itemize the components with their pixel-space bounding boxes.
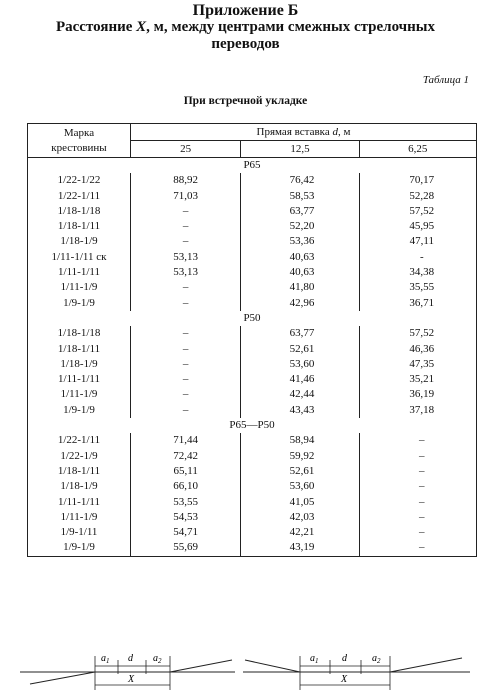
cell-value: 34,38 [359,265,476,280]
table-row [28,525,477,540]
cell-value: 53,55 [131,495,241,510]
cell-marka: 1/18-1/9 [28,234,131,249]
cell-value: 47,11 [359,234,476,249]
table-row [28,296,477,311]
cell-marka: 1/11-1/9 [28,280,131,295]
cell-value: 41,46 [241,372,359,387]
table-row [28,479,477,494]
cell-value: 53,60 [241,479,359,494]
cell-value: 35,55 [359,280,476,295]
cell-value: – [131,204,241,219]
header-insert-pre: Прямая вставка [256,126,333,138]
cell-value: 53,60 [241,357,359,372]
cell-value: 47,35 [359,357,476,372]
cell-value: 66,10 [131,479,241,494]
table-row [28,342,477,357]
cell-marka: 1/9-1/11 [28,525,131,540]
cell-value: – [131,296,241,311]
cell-value: 65,11 [131,464,241,479]
cell-marka: 1/9-1/9 [28,403,131,418]
subtitle-text-pre: Расстояние [55,19,137,35]
cell-value: – [359,510,476,525]
table-body [28,158,477,557]
label-a2: $a_2$ [372,653,381,665]
cell-value: 40,63 [241,250,359,265]
header-marka-line1: Марка [63,126,95,139]
cell-value: 54,53 [131,510,241,525]
appendix-title: Приложение Б [192,2,299,19]
section-row [28,418,477,433]
table-row [28,510,477,525]
cell-value: 42,96 [241,296,359,311]
table-row [28,540,477,556]
label-x: X [341,674,348,685]
cell-value: 53,13 [131,265,241,280]
cell-value: 40,63 [241,265,359,280]
cell-value: 45,95 [359,219,476,234]
cell-marka: 1/9-1/9 [28,540,131,556]
cell-marka: 1/18-1/18 [28,326,131,341]
label-d: d [342,653,347,664]
label-a2: $a_2$ [153,653,162,665]
table-row [28,189,477,204]
table-caption: При встречной укладке [183,95,308,107]
cell-marka: 1/22-1/11 [28,189,131,204]
cell-value: – [359,449,476,464]
cell-value: 36,71 [359,296,476,311]
cell-value: 59,92 [241,449,359,464]
cell-value: 55,69 [131,540,241,556]
cell-marka: 1/22-1/22 [28,173,131,188]
cell-value: – [359,479,476,494]
cell-marka: 1/18-1/9 [28,479,131,494]
cell-marka: 1/11-1/11 [28,372,131,387]
cell-value: 42,03 [241,510,359,525]
cell-value: 41,80 [241,280,359,295]
diverging-track-left [245,660,300,672]
layout-diagram [0,630,491,694]
header-insert-var: d [332,126,338,138]
subtitle-text-line2: переводов [211,36,280,52]
cell-value: 58,94 [241,433,359,448]
cell-value: 42,21 [241,525,359,540]
cell-value: 41,05 [241,495,359,510]
cell-value: 88,92 [131,173,241,188]
table-row [28,250,477,265]
cell-value: – [131,280,241,295]
cell-value: 71,44 [131,433,241,448]
cell-marka: 1/18-1/11 [28,464,131,479]
cell-value: 70,17 [359,173,476,188]
cell-value: 52,28 [359,189,476,204]
table-row [28,372,477,387]
cell-value: – [131,219,241,234]
cell-value: 53,13 [131,250,241,265]
cell-value: – [131,326,241,341]
section-row [28,158,477,174]
header-col-6-25: 6,25 [359,141,476,158]
table-row [28,387,477,402]
table-row [28,326,477,341]
cell-value: 46,36 [359,342,476,357]
cell-value: – [359,433,476,448]
cell-value: 53,36 [241,234,359,249]
table-row [28,280,477,295]
cell-value: - [359,250,476,265]
cell-value: 57,52 [359,326,476,341]
cell-value: – [131,357,241,372]
subtitle-text-line1: , м, между центрами смежных стрелочных [146,19,435,35]
table-row [28,265,477,280]
table-row [28,433,477,448]
cell-value: – [359,495,476,510]
section-heading: Р65—Р50 [28,418,477,433]
cell-value: 43,43 [241,403,359,418]
table-number-label: Таблица 1 [422,74,469,86]
cell-value: – [131,387,241,402]
cell-marka: 1/18-1/11 [28,342,131,357]
cell-value: 71,03 [131,189,241,204]
cell-value: 63,77 [241,204,359,219]
section-heading: Р65 [28,158,477,174]
cell-value: 37,18 [359,403,476,418]
section-heading: Р50 [28,311,477,326]
section-row [28,311,477,326]
cell-marka: 1/18-1/18 [28,204,131,219]
table-row [28,495,477,510]
header-insert-post: , м [337,126,351,138]
table-row [28,464,477,479]
cell-marka: 1/11-1/11 [28,265,131,280]
cell-value: – [359,525,476,540]
cell-value: 58,53 [241,189,359,204]
cell-marka: 1/22-1/11 [28,433,131,448]
header-insert [131,124,477,141]
table-row [28,173,477,188]
table-row [28,234,477,249]
cell-value: – [131,372,241,387]
cell-marka: 1/18-1/9 [28,357,131,372]
table-row [28,449,477,464]
diverging-track-left [30,672,95,684]
cell-value: 43,19 [241,540,359,556]
header-col-12-5: 12,5 [241,141,359,158]
table-row [28,219,477,234]
header-marka-line2: крестовины [51,141,107,154]
cell-value: 63,77 [241,326,359,341]
cell-marka: 1/11-1/11 ск [28,250,131,265]
cell-value: 76,42 [241,173,359,188]
table-header-row [28,124,477,141]
diagram-right [243,653,470,690]
cell-value: 54,71 [131,525,241,540]
cell-marka: 1/22-1/9 [28,449,131,464]
cell-value: 42,44 [241,387,359,402]
diverging-track-right [170,660,232,672]
cell-marka: 1/11-1/9 [28,387,131,402]
cell-value: 52,61 [241,464,359,479]
label-a1: $a_1$ [310,653,319,665]
cell-value: 72,42 [131,449,241,464]
cell-value: – [359,464,476,479]
cell-marka: 1/11-1/11 [28,495,131,510]
diagram-left [20,653,235,690]
cell-value: – [131,342,241,357]
cell-value: – [359,540,476,556]
table-row [28,204,477,219]
document-subtitle [0,19,491,53]
cell-marka: 1/18-1/11 [28,219,131,234]
cell-value: 36,19 [359,387,476,402]
label-d: d [128,653,133,664]
cell-value: 35,21 [359,372,476,387]
cell-value: 52,61 [241,342,359,357]
header-marka [28,124,131,158]
cell-value: 57,52 [359,204,476,219]
table-row [28,357,477,372]
header-col-25: 25 [131,141,241,158]
cell-marka: 1/9-1/9 [28,296,131,311]
subtitle-variable-x: X [136,19,147,35]
cell-value: – [131,403,241,418]
label-a1: $a_1$ [101,653,110,665]
table-row [28,403,477,418]
distance-table [27,123,477,557]
label-x: X [128,674,135,685]
diverging-track-right [390,658,462,672]
cell-value: 52,20 [241,219,359,234]
cell-value: – [131,234,241,249]
cell-marka: 1/11-1/9 [28,510,131,525]
